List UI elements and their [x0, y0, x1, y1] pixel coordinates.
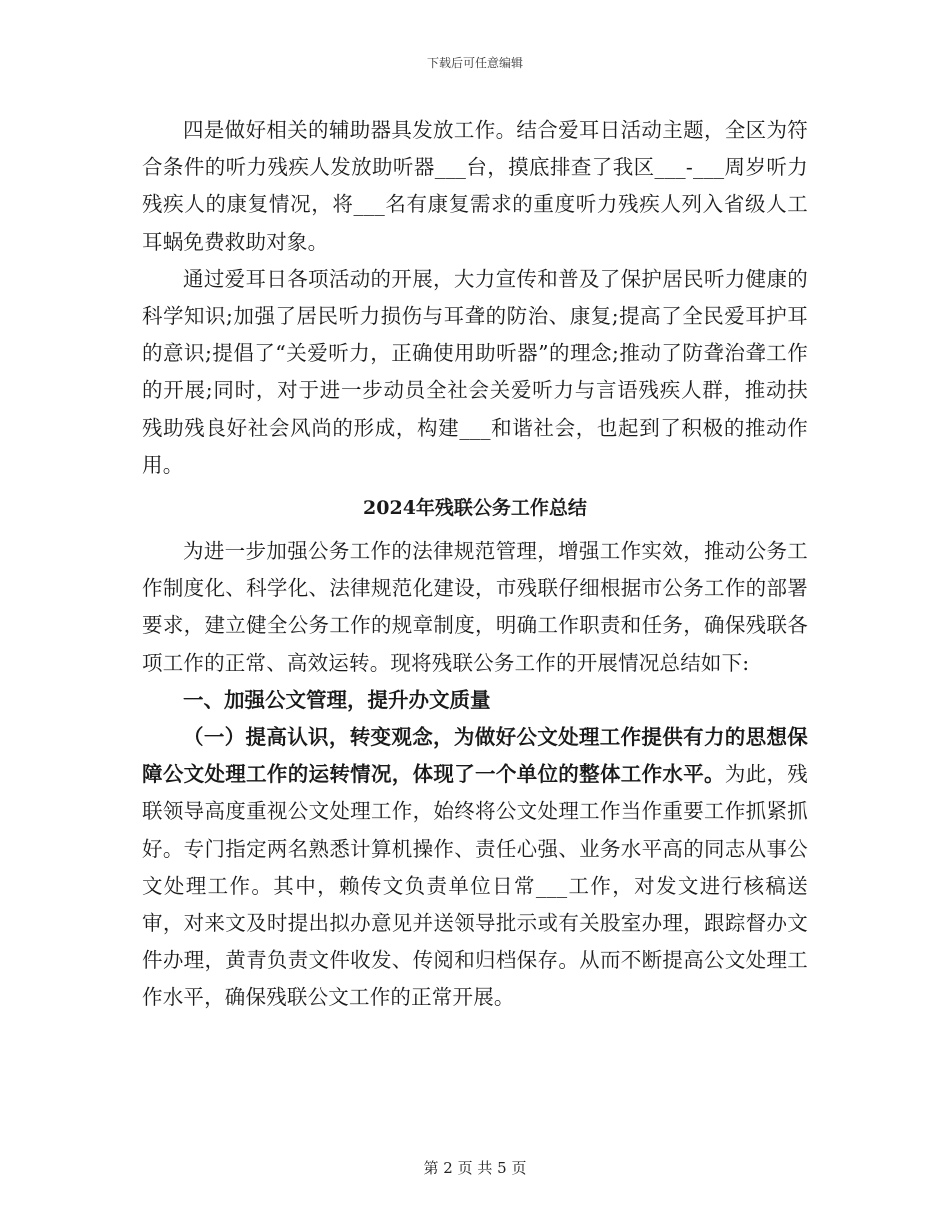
paragraph-assistive-devices: 四是做好相关的辅助器具发放工作。结合爱耳日活动主题，全区为符合条件的听力残疾人发放助听器___台，摸底排查了我区___-___周岁听力残疾人的康复情况，将___名有康复需求的重度听力残疾人列入省级人工耳蜗免费救助对象。: [142, 118, 808, 254]
subsection-lead: （一）提高认识，转变观念，为做好公文处理工作提供有力的思想保障公文处理工作的运转情况，体现了一个单位的整体工作水平。: [142, 725, 808, 787]
paragraph-subsection-1: [142, 719, 808, 1017]
page-footer: 第 2 页 共 5 页: [423, 1159, 527, 1177]
paragraph-intro: 为进一步加强公务工作的法律规范管理，增强工作实效，推动公务工作制度化、科学化、法律规范化建设，市残联仔细根据市公务工作的部署要求，建立健全公务工作的规章制度，明确工作职责和任务，确保残联各项工作的正常、高效运转。现将残联公务工作的开展情况总结如下:: [142, 539, 808, 675]
paragraph-ear-day-summary: 通过爱耳日各项活动的开展，大力宣传和普及了保护居民听力健康的科学知识;加强了居民听力损伤与耳聋的防治、康复;提高了全民爱耳护耳的意识;提倡了“关爱听力，正确使用助听器”的理念;推动了防聋治聋工作的开展;同时，对于进一步动员全社会关爱听力与言语残疾人群，推动扶残助残良好社会风尚的形成，构建___和谐社会，也起到了积极的推动作用。: [142, 266, 808, 477]
document-body: [142, 112, 808, 1017]
subsection-body: 为此，残联领导高度重视公文处理工作，始终将公文处理工作当作重要工作抓紧抓好。专门指定两名熟悉计算机操作、责任心强、业务水平高的同志从事公文处理工作。其中，赖传文负责单位日常___工作，对发文进行核稿送审，对来文及时提出拟办意见并送领导批示或有关股室办理，跟踪督办文件办理，黄青负责文件收发、传阅和归档保存。从而不断提高公文处理工作水平，确保残联公文工作的正常开展。: [142, 762, 808, 1010]
section-title: 2024年残联公务工作总结: [363, 497, 587, 520]
heading-level-1: 一、加强公文管理，提升办文质量: [183, 687, 491, 712]
page-header: 下载后可任意编辑: [426, 56, 523, 70]
